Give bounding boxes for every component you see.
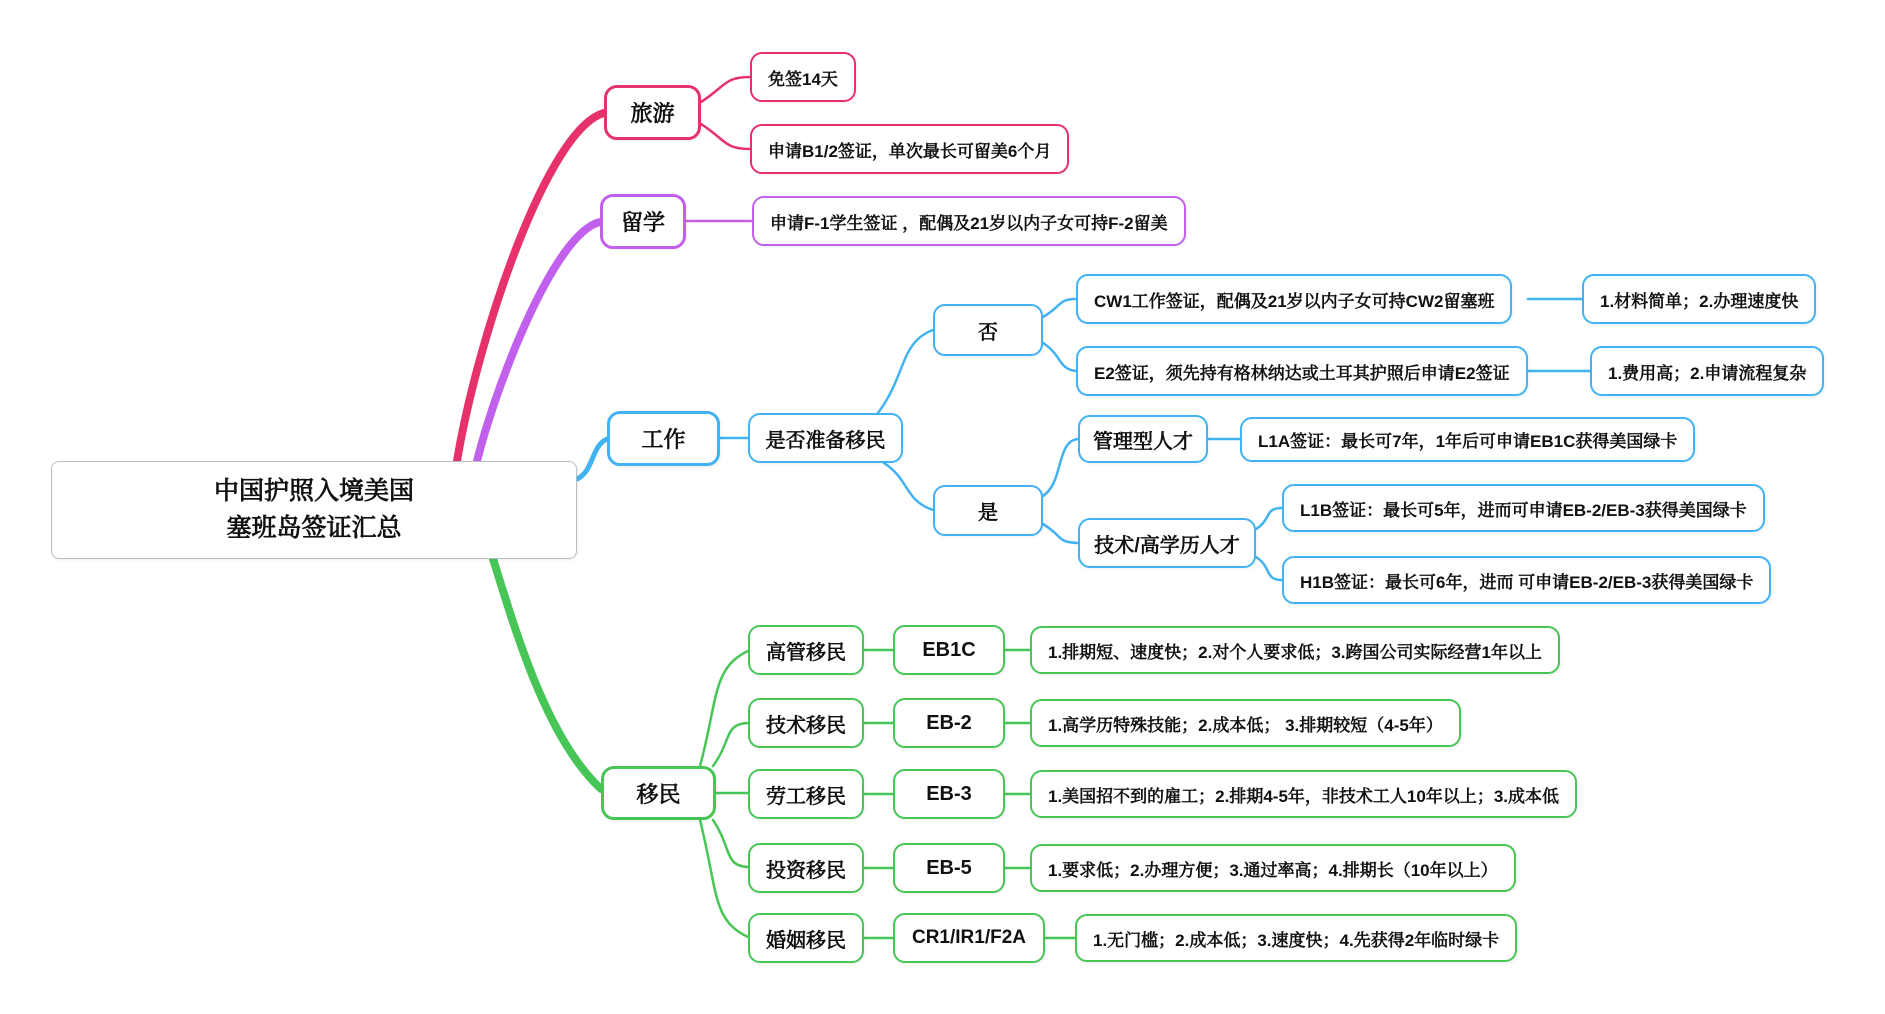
node-manager-talent-label: 管理型人才 [1093,430,1193,453]
node-desc-eb5-label: 1.要求低；2.办理方便；3.通过率高；4.排期长（10年以上） [1048,860,1498,880]
root-node[interactable] [51,461,577,559]
edge-imm-row3 [713,820,748,867]
node-category-executive[interactable] [748,625,864,675]
node-code-eb1c-label: EB1C [922,638,976,661]
node-category-skilled-label: 技术移民 [766,714,846,737]
node-cw1-label: CW1工作签证，配偶及21岁以内子女可持CW2留塞班 [1094,291,1495,311]
node-code-eb3[interactable] [893,769,1005,819]
edge-tech-h1b [1256,557,1282,580]
node-desc-eb1c-label: 1.排期短、速度快；2.对个人要求低；3.跨国公司实际经营1年以上 [1048,642,1542,662]
edge-root-study [477,222,600,461]
node-l1b-label: L1B签证：最长可5年，进而可申请EB-2/EB-3获得美国绿卡 [1300,500,1747,520]
node-code-cr1[interactable] [893,913,1045,963]
node-work-question[interactable] [748,413,903,463]
node-answer-no-label: 否 [978,321,998,344]
node-category-labor-label: 劳工移民 [766,785,846,808]
node-travel-b12-label: 申请B1/2签证，单次最长可留美6个月 [768,141,1052,161]
root-title-line1: 中国护照入境美国 [213,477,414,505]
node-study[interactable] [600,194,686,249]
node-category-skilled[interactable] [748,698,864,748]
node-work[interactable] [607,411,720,466]
node-immigration[interactable] [601,766,716,820]
node-code-cr1-label: CR1/IR1/F2A [911,927,1027,948]
node-work-question-label: 是否准备移民 [765,429,886,452]
node-cw1-note[interactable] [1582,274,1816,324]
node-category-investment-label: 投资移民 [766,859,846,882]
node-code-eb5-label: EB-5 [926,856,972,879]
node-travel-label: 旅游 [630,101,675,126]
node-h1b[interactable] [1282,556,1771,604]
node-answer-yes[interactable] [933,485,1043,536]
node-code-eb3-label: EB-3 [926,782,972,805]
node-code-eb5[interactable] [893,843,1005,893]
node-travel[interactable] [604,85,701,140]
node-travel-visa-free-label: 免签14天 [768,69,838,89]
edge-root-work [577,439,607,479]
node-code-eb1c[interactable] [893,625,1005,675]
node-desc-eb3-label: 1.美国招不到的雇工；2.排期4-5年，非技术工人10年以上；3.成本低 [1048,786,1560,806]
edge-yes-manager [1043,439,1078,496]
node-travel-visa-free[interactable] [750,52,856,102]
node-study-f1-label: 申请F-1学生签证 ，配偶及21岁以内子女可持F-2留美 [770,213,1168,233]
node-e2[interactable] [1076,346,1528,396]
edge-question-no [878,330,933,413]
node-e2-note-label: 1.费用高；2.申请流程复杂 [1608,363,1807,383]
node-desc-eb5[interactable] [1030,844,1516,892]
node-tech-talent[interactable] [1078,518,1256,568]
root-title-line2: 塞班岛签证汇总 [226,514,402,542]
node-desc-eb1c[interactable] [1030,626,1560,674]
node-h1b-label: H1B签证：最长可6年，进而 可申请EB-2/EB-3获得美国绿卡 [1300,572,1754,592]
node-cw1-note-label: 1.材料简单；2.办理速度快 [1600,291,1799,311]
edge-imm-row1 [713,723,748,766]
node-answer-yes-label: 是 [978,502,998,524]
node-desc-eb2[interactable] [1030,699,1461,747]
edge-imm-row4 [700,820,748,937]
edge-root-immigration [493,559,601,789]
node-l1a[interactable] [1240,417,1695,462]
node-l1a-label: L1A签证：最长可7年，1年后可申请EB1C获得美国绿卡 [1258,432,1678,451]
node-desc-cr1-label: 1.无门槛；2.成本低；3.速度快；4.先获得2年临时绿卡 [1093,930,1500,950]
node-travel-b12[interactable] [750,124,1069,174]
node-study-f1[interactable] [752,196,1186,246]
node-manager-talent[interactable] [1078,415,1208,463]
edge-travel-visa-free [701,77,750,102]
node-category-executive-label: 高管移民 [766,641,846,664]
node-cw1[interactable] [1076,274,1512,324]
node-category-marriage[interactable] [748,913,864,963]
edge-no-cw1 [1043,299,1076,317]
edge-yes-tech [1043,524,1078,543]
node-code-eb2-label: EB-2 [926,711,972,734]
node-category-marriage-label: 婚姻移民 [766,929,846,952]
node-immigration-label: 移民 [636,781,681,807]
node-l1b[interactable] [1282,484,1765,532]
node-work-label: 工作 [641,427,686,452]
edge-root-travel [457,113,604,461]
node-desc-eb3[interactable] [1030,770,1577,818]
node-e2-note[interactable] [1590,346,1824,396]
edge-tech-l1b [1256,508,1282,529]
node-category-investment[interactable] [748,843,864,893]
edge-no-e2 [1043,343,1076,371]
edge-travel-b12 [701,124,750,149]
node-desc-eb2-label: 1.高学历特殊技能；2.成本低； 3.排期较短（4-5年） [1048,715,1443,735]
edge-question-yes [884,463,933,510]
node-code-eb2[interactable] [893,698,1005,748]
node-study-label: 留学 [620,210,665,235]
node-category-labor[interactable] [748,769,864,819]
node-answer-no[interactable] [933,304,1043,356]
node-tech-talent-label: 技术/高学历人才 [1094,534,1240,557]
node-e2-label: E2签证，须先持有格林纳达或土耳其护照后申请E2签证 [1094,363,1510,383]
node-desc-cr1[interactable] [1075,914,1517,962]
